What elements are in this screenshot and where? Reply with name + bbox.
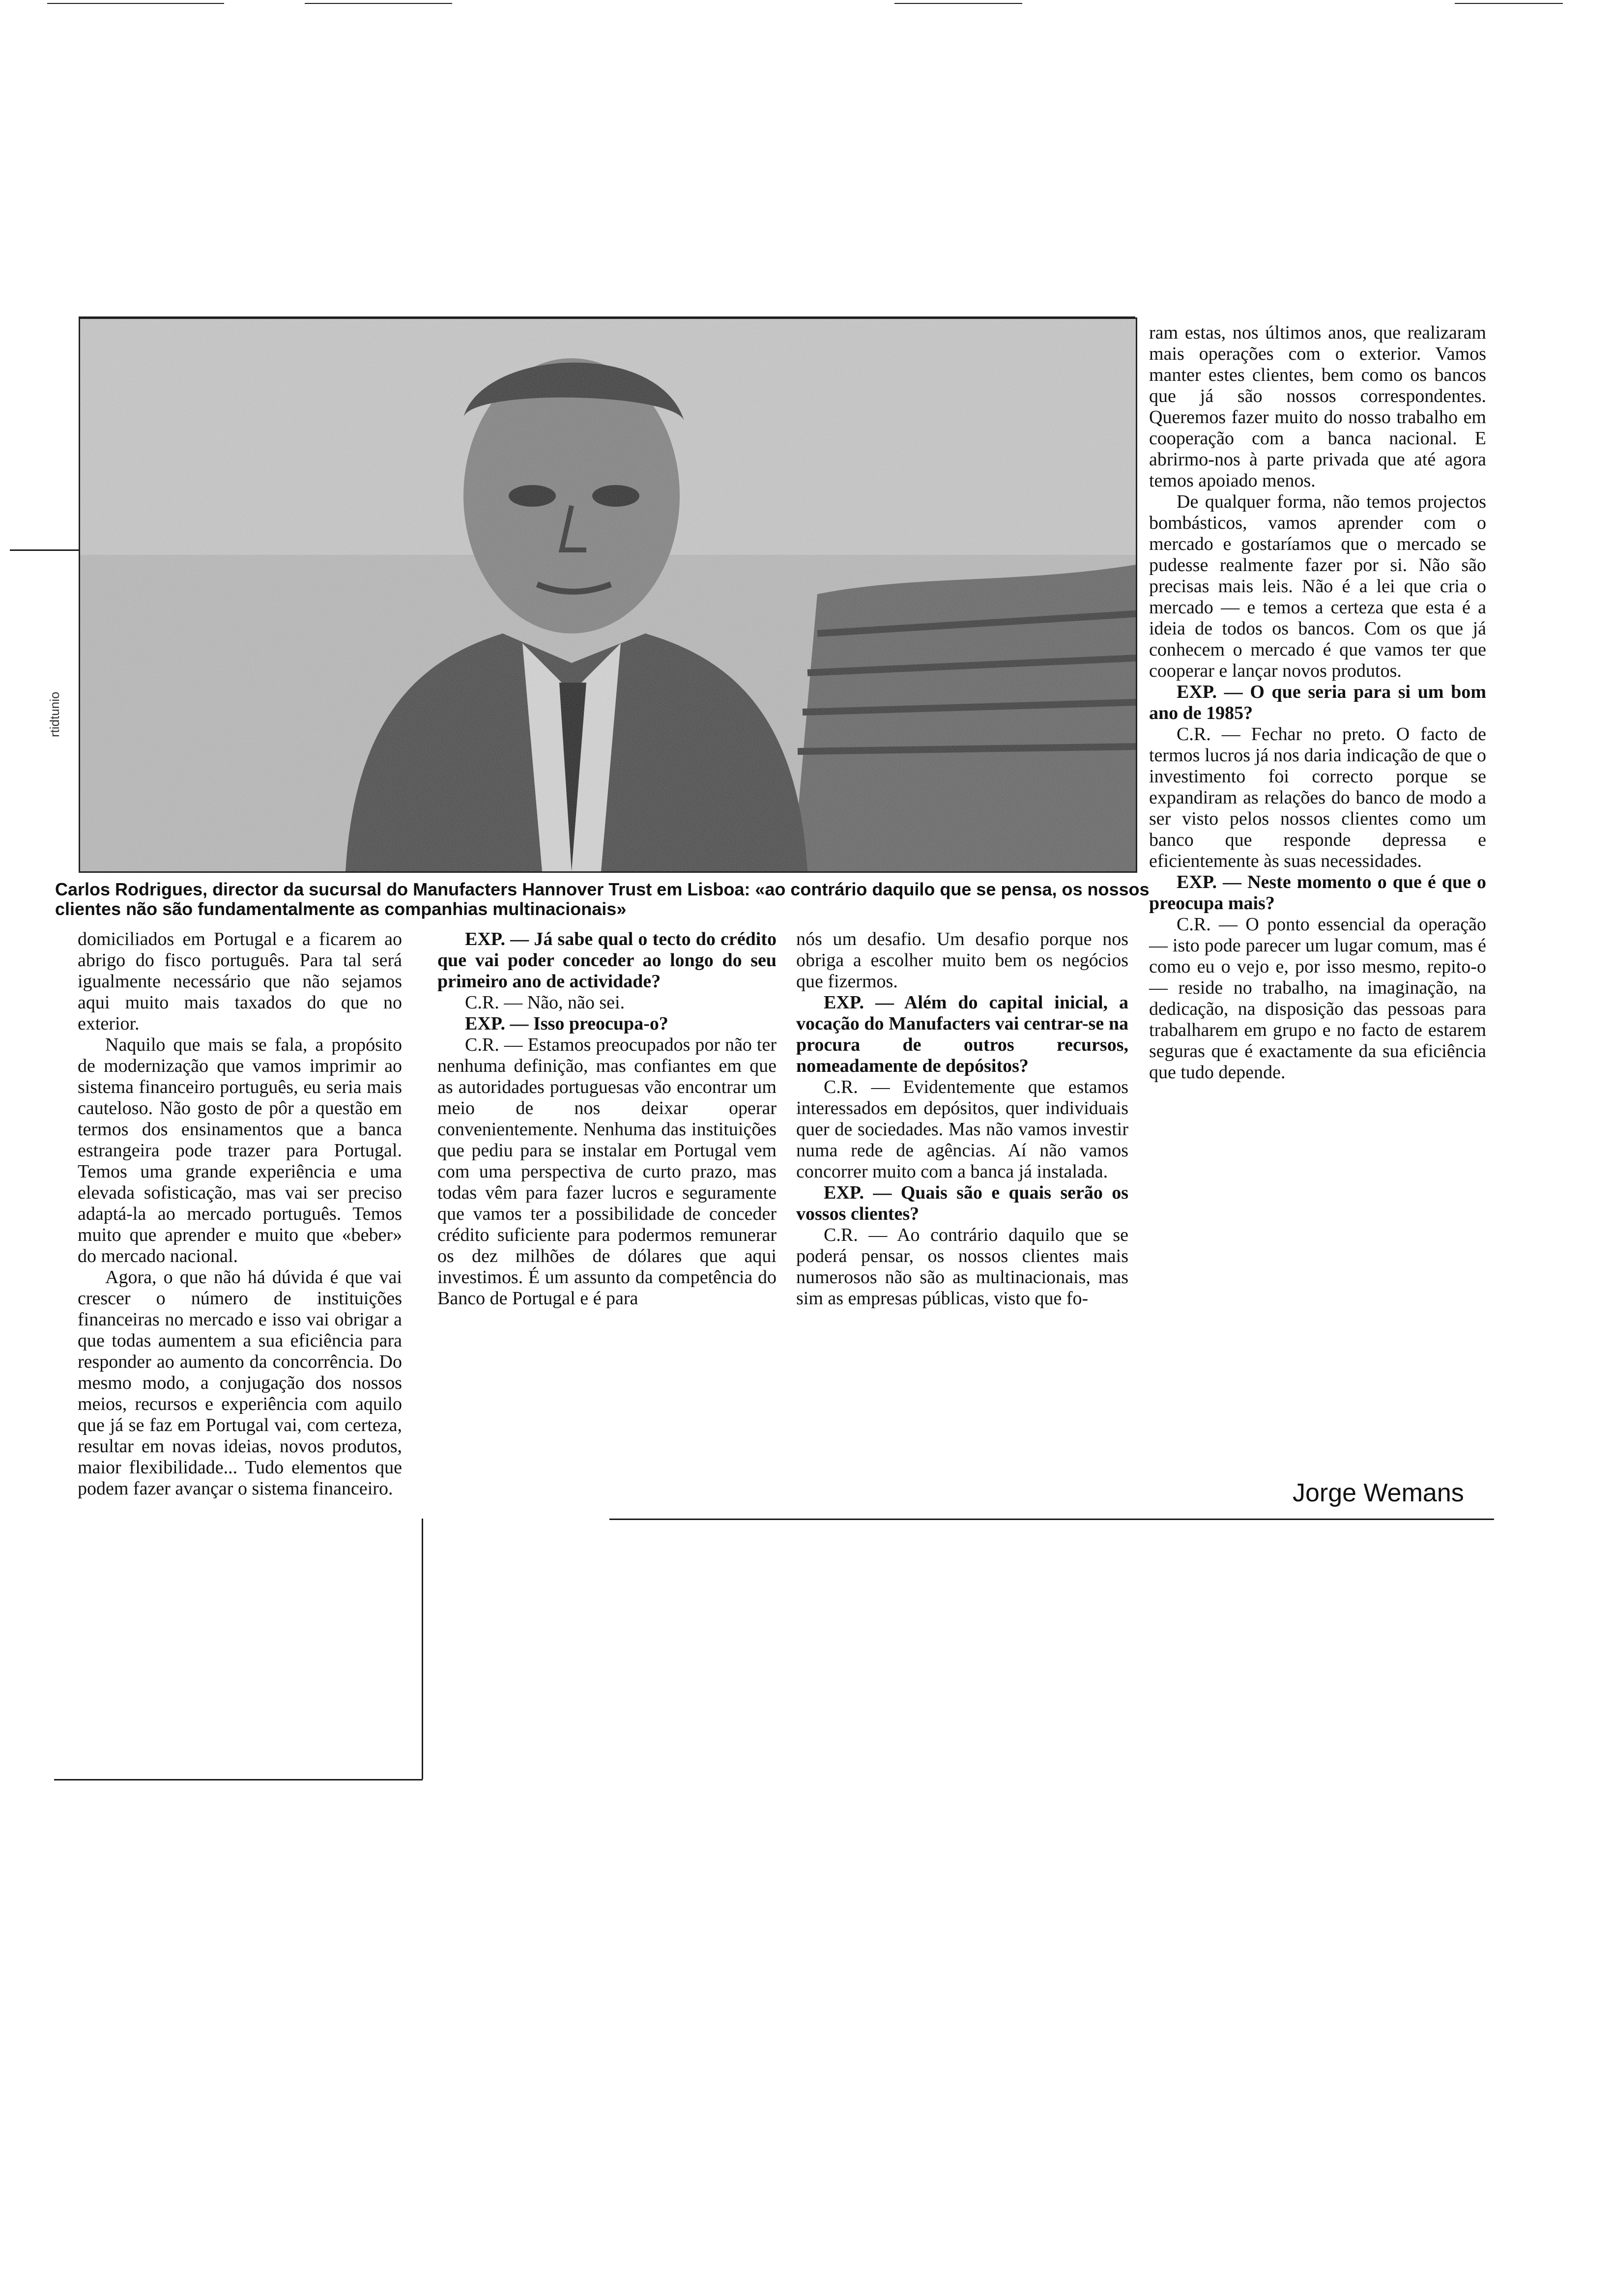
question: EXP. — O que seria para si um bom ano de 1985? — [1149, 682, 1486, 723]
paragraph: ram estas, nos últimos anos, que realizaram mais operações com o exterior. Vamos manter estes clientes, bem como os bancos que já são nossos correspondentes. Queremos fazer muito do nosso trabalho em cooperação com a banca nacional. E abrirmo-nos à parte privada que até agora temos apoiado menos. — [1149, 322, 1486, 491]
article-column-3 — [796, 929, 1128, 1309]
photo-caption: Carlos Rodrigues, director da sucursal do Manufacters Hannover Trust em Lisboa: «ao contrário daquilo que se pensa, os nossos clientes não são fundamentalmente as companhias multinacionais» — [55, 879, 1150, 919]
paragraph: De qualquer forma, não temos projectos bombásticos, vamos aprender com o mercado e gostaríamos que o mercado se pudesse realmente fazer por si. Não são precisas mais leis. Não é a lei que cria o mercado — e temos a certeza que esta é a ideia de todos os bancos. Com os que já conhecem o mercado é que vamos ter que cooperar e lançar novos produtos. — [1149, 491, 1486, 681]
question: EXP. — Quais são e quais serão os vossos clientes? — [796, 1182, 1128, 1224]
portrait-photo — [79, 317, 1137, 873]
answer: C.R. — Fechar no preto. O facto de termos lucros já nos daria indicação de que o investimento foi correcto porque se expandiram as relações do banco de modo a ser visto pelos nossos clientes como um banco que responde depressa e eficientemente às suas necessidades. — [1149, 724, 1486, 871]
margin-note: rtidtunio — [47, 691, 62, 737]
answer: C.R. — Evidentemente que estamos interessados em depósitos, quer individuais quer de sociedades. Mas não vamos investir numa rede de agências. Aí não vamos concorrer muito com a banca já instalada. — [796, 1077, 1128, 1182]
top-edge-mark — [894, 3, 1022, 4]
answer: C.R. — Não, não sei. — [465, 992, 625, 1013]
question: EXP. — Já sabe qual o tecto do crédito que vai poder conceder ao longo do seu primeiro ano de actividade? — [437, 929, 777, 992]
author-signature: Jorge Wemans — [1293, 1479, 1464, 1507]
paragraph: nós um desafio. Um desafio porque nos obriga a escolher muito bem os negócios que fizermos. — [796, 929, 1128, 992]
top-edge-mark — [305, 3, 452, 4]
top-edge-mark — [1455, 3, 1563, 4]
portrait-illustration — [80, 319, 1136, 871]
paragraph: Agora, o que não há dúvida é que vai crescer o número de instituições financeiras no mercado e isso vai obrigar a que todas aumentem a sua eficiência para responder ao aumento da concorrência. Do mesmo modo, a conjugação dos nossos meios, recursos e experiência com aquilo que já se faz em Portugal vai, com certeza, resultar em novas ideias, novos produtos, maior flexibilidade... Tudo elementos que podem fazer avançar o sistema financeiro. — [78, 1267, 402, 1499]
article-column-2 — [437, 929, 777, 1309]
article-bottom-rule — [609, 1519, 1494, 1520]
question: EXP. — Isso preocupa-o? — [465, 1013, 668, 1034]
article-column-right — [1149, 322, 1486, 1083]
answer: C.R. — Ao contrário daquilo que se poderá pensar, os nossos clientes mais numerosos não são as multinacionais, mas sim as empresas públicas, visto que fo- — [796, 1225, 1128, 1309]
question: EXP. — Além do capital inicial, a vocação do Manufacters vai centrar-se na procura de outros recursos, nomeadamente de depósitos? — [796, 992, 1128, 1076]
paragraph: Naquilo que mais se fala, a propósito de modernização que vamos imprimir ao sistema financeiro português, eu seria mais cauteloso. Não gosto de pôr a questão em termos dos ensinamentos que a banca estrangeira pode trazer para Portugal. Temos uma grande experiência e uma elevada sofisticação, mas vai ser preciso adaptá-la ao mercado português. Temos muito que aprender e muito que «beber» do mercado nacional. — [78, 1034, 402, 1266]
article-column-1 — [78, 929, 402, 1499]
paragraph: domiciliados em Portugal e a ficarem ao abrigo do fisco português. Para tal será igualmente necessário que não sejamos aqui muito mais taxados do que no exterior. — [78, 929, 402, 1034]
left-margin-tick — [10, 549, 79, 551]
column1-bottom-rule — [54, 1779, 423, 1780]
answer: C.R. — O ponto essencial da operação — isto pode parecer um lugar comum, mas é como eu o vejo e, por isso mesmo, repito-o — reside no trabalho, na imaginação, na dedicação, na disposição das pessoas para trabalharem em grupo e no facto de estarem seguras que é exactamente da sua eficiência que tudo depende. — [1149, 914, 1486, 1083]
answer: C.R. — Estamos preocupados por não ter nenhuma definição, mas confiantes em que as autoridades portuguesas vão encontrar um meio de nos deixar operar convenientemente. Nenhuma das instituições que pediu para se instalar em Portugal vem com uma perspectiva de curto prazo, mas todas vêm para fazer lucros e seguramente que vamos ter a possibilidade de conceder crédito suficiente para podermos remunerar os dez milhões de dólares que aqui investimos. É um assunto da competência do Banco de Portugal e é para — [437, 1034, 777, 1309]
column-divider — [422, 1519, 423, 1779]
question: EXP. — Neste momento o que é que o preocupa mais? — [1149, 872, 1486, 914]
top-edge-mark — [47, 3, 224, 4]
